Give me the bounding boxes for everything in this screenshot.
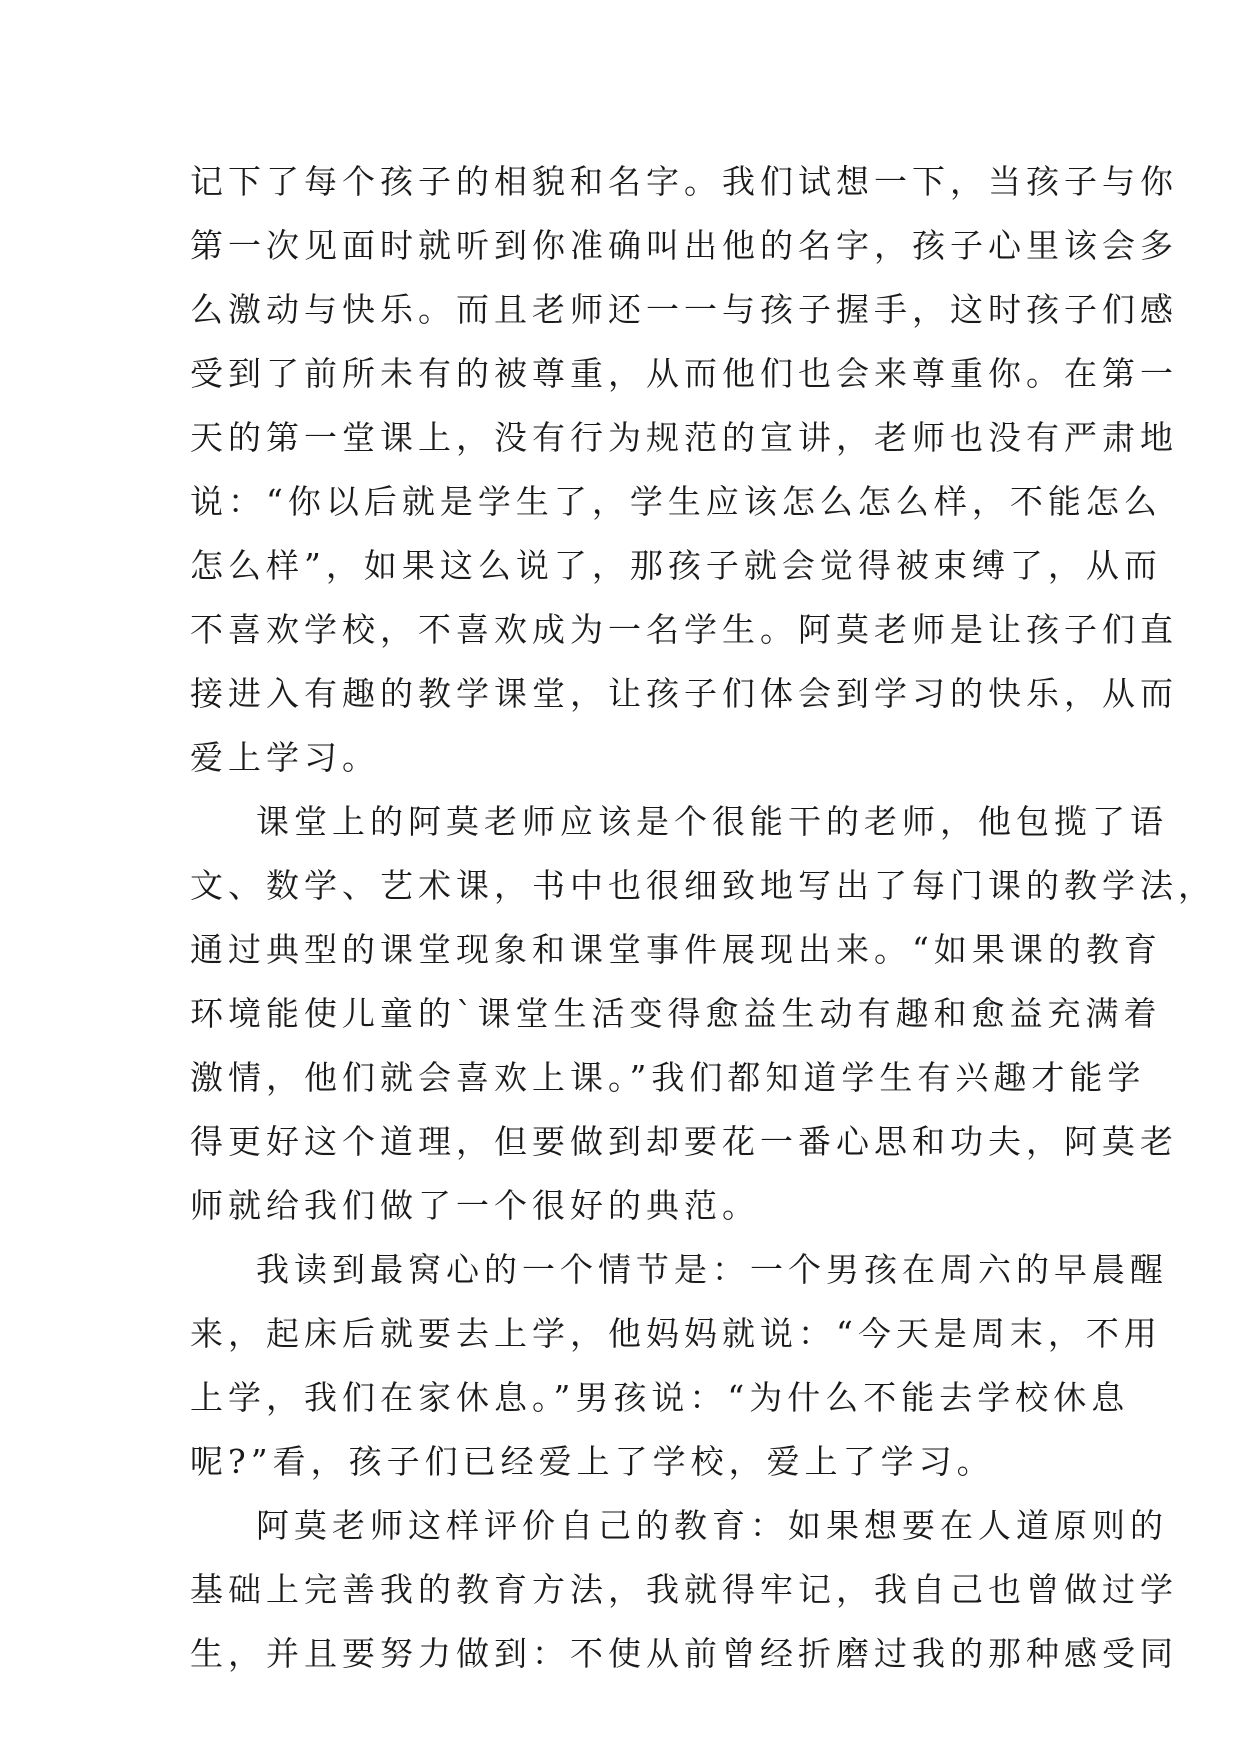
text-line: 通过典型的课堂现象和课堂事件展现出来。“如果课的教育 <box>190 930 1162 969</box>
text-line: 文、数学、艺术课，书中也很细致地写出了每门课的教学法， <box>190 866 1216 905</box>
text-line: 记下了每个孩子的相貌和名字。我们试想一下，当孩子与你 <box>190 162 1178 201</box>
paragraph-4 <box>190 1494 1178 1686</box>
text-line: 呢?”看，孩子们已经爱上了学校，爱上了学习。 <box>190 1442 995 1481</box>
text-line: 基础上完善我的教育方法，我就得牢记，我自己也曾做过学 <box>190 1570 1178 1609</box>
text-line: 受到了前所未有的被尊重，从而他们也会来尊重你。在第一 <box>190 354 1178 393</box>
text-line: 爱上学习。 <box>190 738 380 777</box>
text-line: 第一次见面时就听到你准确叫出他的名字，孩子心里该会多 <box>190 226 1178 265</box>
paragraph-2 <box>190 790 1216 1238</box>
text-line: 上学，我们在家休息。”男孩说：“为什么不能去学校休息 <box>190 1378 1130 1417</box>
text-line-indented: 阿莫老师这样评价自己的教育：如果想要在人道原则的 <box>256 1506 1168 1545</box>
text-line-indented: 课堂上的阿莫老师应该是个很能干的老师，他包揽了语 <box>256 802 1168 841</box>
text-line: 不喜欢学校，不喜欢成为一名学生。阿莫老师是让孩子们直 <box>190 610 1178 649</box>
text-line: 激情，他们就会喜欢上课。”我们都知道学生有兴趣才能学 <box>190 1058 1146 1097</box>
document-body <box>190 150 1216 1686</box>
text-line: 来，起床后就要去上学，他妈妈就说：“今天是周末，不用 <box>190 1314 1162 1353</box>
text-line: 怎么样”，如果这么说了，那孩子就会觉得被束缚了，从而 <box>190 546 1162 585</box>
text-line: 得更好这个道理，但要做到却要花一番心思和功夫，阿莫老 <box>190 1122 1178 1161</box>
text-line-indented: 我读到最窝心的一个情节是：一个男孩在周六的早晨醒 <box>256 1250 1168 1289</box>
paragraph-3 <box>190 1238 1168 1494</box>
text-line: 环境能使儿童的`课堂生活变得愈益生动有趣和愈益充满着 <box>190 994 1162 1033</box>
text-line: 说：“你以后就是学生了，学生应该怎么怎么样，不能怎么 <box>190 482 1162 521</box>
text-line: 天的第一堂课上，没有行为规范的宣讲，老师也没有严肃地 <box>190 418 1178 457</box>
text-line: 生，并且要努力做到：不使从前曾经折磨过我的那种感受同 <box>190 1634 1178 1673</box>
text-line: 接进入有趣的教学课堂，让孩子们体会到学习的快乐，从而 <box>190 674 1178 713</box>
paragraph-1 <box>190 150 1178 790</box>
text-line: 么激动与快乐。而且老师还一一与孩子握手，这时孩子们感 <box>190 290 1178 329</box>
text-line: 师就给我们做了一个很好的典范。 <box>190 1186 760 1225</box>
